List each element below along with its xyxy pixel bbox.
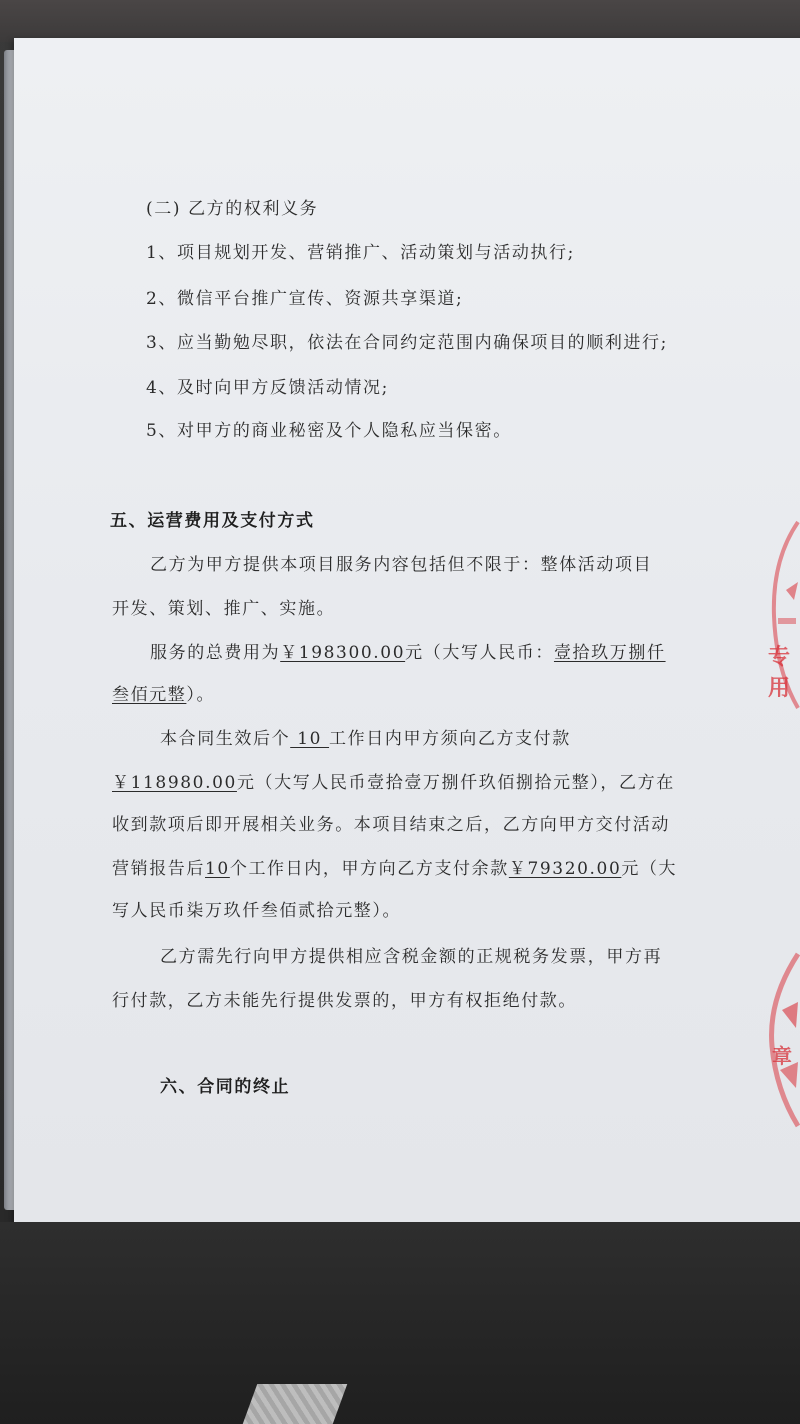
payment-prefix: 本合同生效后个 bbox=[160, 729, 291, 749]
total-fee-line bbox=[150, 638, 666, 663]
balance-suffix: 元（大 bbox=[621, 859, 678, 879]
section-title-termination: 六、合同的终止 bbox=[160, 1077, 291, 1097]
list-item: 3、应当勤勉尽职，依法在合同约定范围内确保项目的顺利进行; bbox=[146, 333, 668, 353]
balance-prefix: 营销报告后 bbox=[112, 859, 205, 879]
paragraph-line: 乙方需先行向甲方提供相应含税金额的正规税务发票，甲方再 bbox=[160, 947, 663, 967]
total-fee-mid: 元（大写人民币： bbox=[405, 643, 554, 663]
section-title-fees: 五、运营费用及支付方式 bbox=[110, 511, 315, 531]
first-payment-words: 元（大写人民币壹拾壹万捌仟玖佰捌拾元整），乙方在 bbox=[236, 773, 675, 793]
desk-surface bbox=[0, 1222, 800, 1424]
balance-days: 10 bbox=[205, 859, 230, 879]
balance-payment-line bbox=[112, 854, 677, 879]
balance-amount: ￥79320.00 bbox=[508, 859, 622, 879]
paragraph-line: 乙方为甲方提供本项目服务内容包括但不限于：整体活动项目 bbox=[150, 555, 653, 575]
total-fee-suffix: ）。 bbox=[186, 685, 216, 705]
seal-text-top: 专用 bbox=[768, 645, 791, 701]
contract-page bbox=[14, 38, 800, 1224]
first-payment-amount: ￥118980.00 bbox=[112, 773, 237, 793]
total-fee-words: 壹拾玖万捌仟 bbox=[553, 643, 666, 663]
seal-text-bottom: 章 bbox=[772, 1044, 792, 1068]
balance-mid: 个工作日内，甲方向乙方支付余款 bbox=[229, 859, 509, 879]
paragraph-line: 写人民币柒万玖仟叁佰贰拾元整）。 bbox=[112, 901, 402, 921]
list-item: 4、及时向甲方反馈活动情况; bbox=[146, 378, 389, 398]
list-item: 1、项目规划开发、营销推广、活动策划与活动执行; bbox=[146, 243, 575, 263]
cloth-corner bbox=[243, 1384, 348, 1424]
section-title-party-b-rights: (二) 乙方的权利义务 bbox=[146, 199, 319, 219]
payment-days: 10 bbox=[290, 729, 330, 749]
paragraph-line: 开发、策划、推广、实施。 bbox=[112, 599, 336, 619]
list-item: 2、微信平台推广宣传、资源共享渠道; bbox=[146, 289, 464, 309]
total-fee-amount: ￥198300.00 bbox=[280, 643, 406, 663]
total-fee-line-2 bbox=[112, 680, 215, 705]
payment-line bbox=[160, 724, 571, 749]
payment-line-2 bbox=[112, 768, 675, 793]
list-item: 5、对甲方的商业秘密及个人隐私应当保密。 bbox=[146, 421, 512, 441]
payment-mid: 工作日内甲方须向乙方支付款 bbox=[329, 729, 571, 749]
paragraph-line: 收到款项后即开展相关业务。本项目结束之后，乙方向甲方交付活动 bbox=[112, 815, 670, 835]
background-top bbox=[0, 0, 800, 42]
total-fee-prefix: 服务的总费用为 bbox=[150, 643, 281, 663]
total-fee-words-cont: 叁佰元整 bbox=[112, 685, 187, 705]
paragraph-line: 行付款，乙方未能先行提供发票的，甲方有权拒绝付款。 bbox=[112, 991, 577, 1011]
